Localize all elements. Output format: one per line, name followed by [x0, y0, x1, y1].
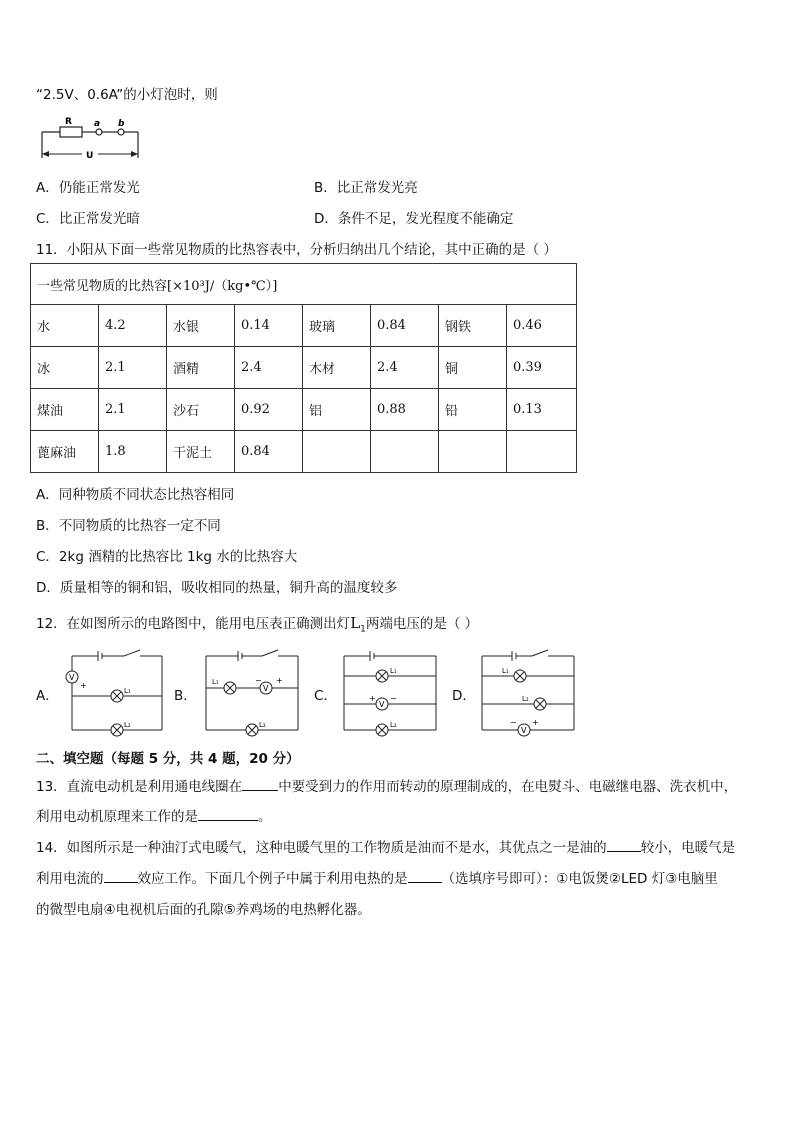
svg-text:V: V [263, 684, 269, 693]
svg-text:L₂: L₂ [259, 721, 266, 729]
svg-text:L₂: L₂ [522, 695, 529, 703]
table-cell: 铝 [303, 389, 371, 431]
table-cell: 2.1 [99, 389, 167, 431]
table-cell [371, 431, 439, 473]
table-cell: 0.13 [507, 389, 577, 431]
svg-text:V: V [521, 726, 527, 735]
q12-circuit-c[interactable] [336, 648, 446, 742]
q14-line3: 的微型电扇④电视机后面的孔隙⑤养鸡场的电热孵化器。 [36, 902, 371, 918]
section-title: 二、填空题（每题 5 分，共 4 题，20 分） [36, 751, 300, 767]
q14-line1 [36, 836, 735, 856]
svg-text:−: − [510, 718, 517, 727]
svg-text:L₂: L₂ [124, 721, 131, 729]
q10-circuit-figure [38, 114, 144, 162]
table-cell: 水 [31, 305, 99, 347]
label-r: R [65, 117, 72, 127]
table-title: 一些常见物质的比热容[×10³J/（kg•℃）] [31, 264, 577, 305]
table-row [31, 347, 577, 389]
terminal-b [118, 129, 124, 135]
q14-text: 利用电流的 [36, 871, 104, 887]
terminal-a [96, 129, 102, 135]
svg-text:L₁: L₁ [502, 667, 509, 675]
l1-symbol: L [350, 614, 361, 632]
q10-option-a[interactable]: A．仍能正常发光 [36, 180, 140, 196]
table-cell: 蓖麻油 [31, 431, 99, 473]
q11-option-c[interactable]: C．2kg 酒精的比热容比 1kg 水的比热容大 [36, 549, 298, 565]
svg-text:L₂: L₂ [390, 721, 397, 729]
table-cell: 玻璃 [303, 305, 371, 347]
q12-circuit-d[interactable] [474, 648, 584, 742]
table-row [31, 431, 577, 473]
l1-subscript: 1 [360, 624, 366, 635]
table-cell: 0.46 [507, 305, 577, 347]
q13-line2 [36, 805, 272, 825]
resistor-r [60, 127, 82, 137]
table-cell: 2.4 [371, 347, 439, 389]
label-u: U [86, 151, 94, 161]
svg-text:L₁: L₁ [390, 667, 397, 675]
table-cell: 水银 [167, 305, 235, 347]
q13-text: 中要受到力的作用而转动的原理制成的，在电熨斗、电磁继电器、洗衣机中， [278, 779, 738, 795]
label-b: b [118, 119, 125, 129]
svg-text:−: − [255, 676, 262, 685]
table-cell: 0.39 [507, 347, 577, 389]
svg-text:+: + [532, 718, 539, 727]
q10-option-c[interactable]: C．比正常发光暗 [36, 211, 140, 227]
table-row [31, 389, 577, 431]
table-cell: 2.1 [99, 347, 167, 389]
q13-line1 [36, 775, 737, 795]
svg-text:+: + [369, 694, 376, 703]
answer-blank[interactable] [242, 778, 278, 791]
table-cell: 1.8 [99, 431, 167, 473]
table-cell: 煤油 [31, 389, 99, 431]
table-cell [507, 431, 577, 473]
table-cell: 木材 [303, 347, 371, 389]
q12-option-c-letter[interactable]: C． [314, 688, 337, 704]
q10-stem-tail: “2.5V、0.6A”的小灯泡时，则 [36, 87, 218, 103]
table-cell: 4.2 [99, 305, 167, 347]
q12-circuit-a[interactable] [62, 648, 170, 738]
q12-circuit-b[interactable] [198, 648, 308, 738]
q12-stem-part1: 12．在如图所示的电路图中，能用电压表正确测出灯 [36, 616, 351, 632]
svg-text:L₁: L₁ [124, 687, 131, 695]
table-cell [439, 431, 507, 473]
answer-blank[interactable] [607, 839, 641, 852]
svg-text:L₁: L₁ [212, 678, 219, 686]
svg-text:V: V [69, 673, 75, 682]
svg-text:−: − [390, 694, 397, 703]
answer-blank[interactable] [198, 808, 258, 821]
q13-text: 利用电动机原理来工作的是 [36, 809, 198, 825]
q13-text: 13．直流电动机是利用通电线圈在 [36, 779, 243, 795]
q14-text: （选填序号即可）：①电饭煲②LED 灯③电脑里 [441, 871, 718, 887]
table-cell: 钢铁 [439, 305, 507, 347]
q14-text: 较小，电暖气是 [640, 840, 736, 856]
table-cell [303, 431, 371, 473]
q12-option-a-letter[interactable]: A． [36, 688, 59, 704]
table-cell: 0.14 [235, 305, 303, 347]
svg-text:+: + [276, 676, 283, 685]
q10-option-b[interactable]: B．比正常发光亮 [314, 180, 418, 196]
label-a: a [94, 119, 101, 129]
table-cell: 0.84 [371, 305, 439, 347]
table-cell: 0.84 [235, 431, 303, 473]
table-cell: 干泥土 [167, 431, 235, 473]
answer-blank[interactable] [104, 870, 138, 883]
table-row [31, 305, 577, 347]
q14-text: 效应工作。下面几个例子中属于利用电热的是 [137, 871, 408, 887]
table-cell: 铅 [439, 389, 507, 431]
q12-option-b-letter[interactable]: B． [174, 688, 197, 704]
q11-stem: 11．小阳从下面一些常见物质的比热容表中，分析归纳出几个结论，其中正确的是（ ） [36, 242, 557, 258]
q11-option-a[interactable]: A．同种物质不同状态比热容相同 [36, 487, 235, 503]
table-cell: 沙石 [167, 389, 235, 431]
table-cell: 2.4 [235, 347, 303, 389]
q11-option-b[interactable]: B．不同物质的比热容一定不同 [36, 518, 221, 534]
svg-text:V: V [379, 700, 385, 709]
answer-blank[interactable] [408, 870, 442, 883]
q14-text: 14．如图所示是一种油汀式电暖气，这种电暖气里的工作物质是油而不是水，其优点之一是油的 [36, 840, 607, 856]
q12-option-d-letter[interactable]: D． [452, 688, 476, 704]
table-cell: 酒精 [167, 347, 235, 389]
table-cell: 铜 [439, 347, 507, 389]
q11-option-d[interactable]: D．质量相等的铜和铝，吸收相同的热量，铜升高的温度较多 [36, 580, 398, 596]
q12-stem [36, 612, 478, 635]
table-cell: 0.92 [235, 389, 303, 431]
table-cell: 冰 [31, 347, 99, 389]
svg-text:+: + [80, 681, 87, 690]
specific-heat-table [30, 263, 577, 473]
q13-text: 。 [258, 809, 272, 825]
q14-line2 [36, 867, 718, 887]
q10-option-d[interactable]: D．条件不足，发光程度不能确定 [314, 211, 514, 227]
table-cell: 0.88 [371, 389, 439, 431]
q12-stem-part2: 两端电压的是（ ） [365, 616, 479, 632]
